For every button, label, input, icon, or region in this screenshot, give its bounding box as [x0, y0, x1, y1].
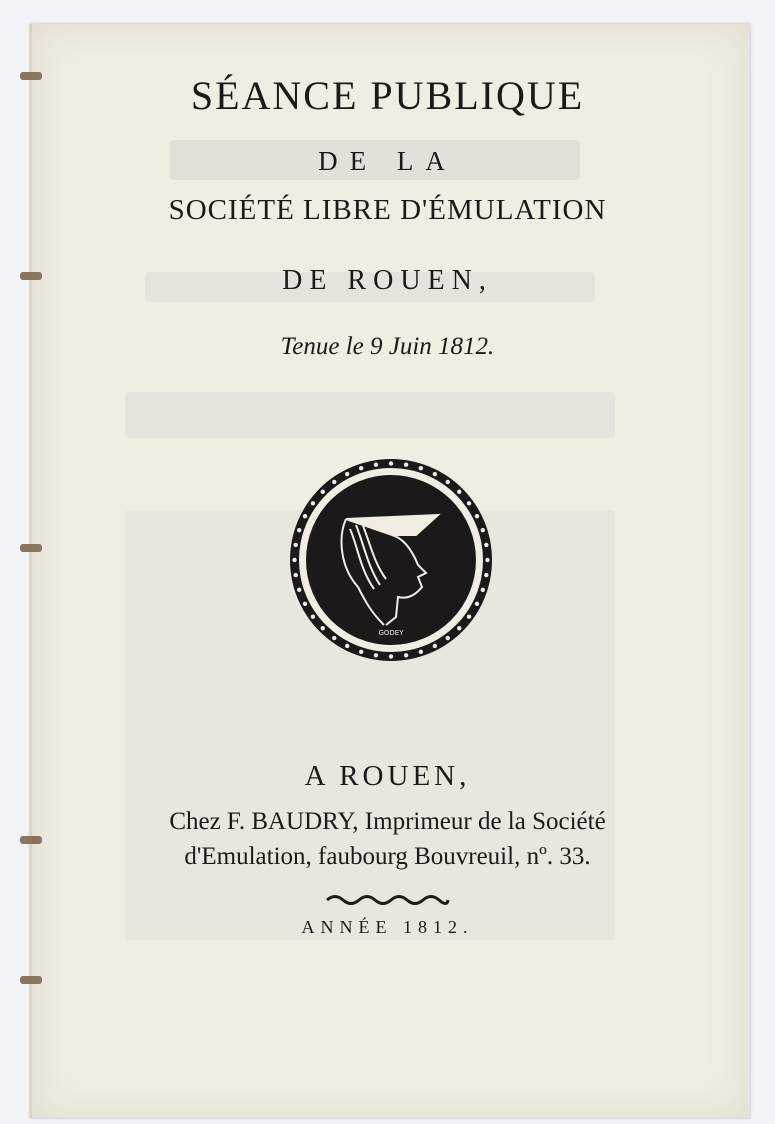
border-star [297, 588, 301, 592]
border-star [303, 602, 307, 606]
border-star [457, 490, 461, 494]
publication-year: ANNÉE 1812. [301, 917, 474, 937]
border-star [311, 615, 315, 619]
border-star [374, 462, 378, 466]
address-line: d'Emulation, faubourg Bouvreuil, nº. 33. [184, 843, 591, 870]
border-star [446, 636, 450, 640]
title-connector: DE LA [318, 146, 457, 176]
border-star [404, 653, 408, 657]
show-through-shadow [125, 392, 615, 438]
border-star [321, 490, 325, 494]
border-star [481, 588, 485, 592]
border-star [297, 528, 301, 532]
border-star [467, 501, 471, 505]
session-date: Tenue le 9 Juin 1812. [280, 333, 495, 360]
border-star [292, 558, 296, 562]
border-star [389, 461, 393, 465]
border-star [374, 653, 378, 657]
page-title: SÉANCE PUBLIQUE [190, 73, 585, 118]
publication-place: A ROUEN, [304, 760, 471, 792]
border-star [404, 462, 408, 466]
border-star [475, 602, 479, 606]
border-star [345, 472, 349, 476]
border-star [446, 480, 450, 484]
border-star [457, 626, 461, 630]
border-star [389, 654, 393, 658]
border-star [293, 573, 297, 577]
border-star [467, 615, 471, 619]
border-star [481, 528, 485, 532]
border-star [419, 650, 423, 654]
border-star [345, 644, 349, 648]
border-star [484, 573, 488, 577]
border-star [311, 501, 315, 505]
printer-line: Chez F. BAUDRY, Imprimeur de la Société [169, 808, 606, 835]
border-star [321, 626, 325, 630]
border-star [433, 472, 437, 476]
medallion-signature: GODEY [378, 629, 404, 637]
society-name: SOCIÉTÉ LIBRE D'ÉMULATION [168, 194, 607, 226]
helmet-medallion-icon [288, 457, 494, 663]
border-star [293, 543, 297, 547]
border-star [433, 644, 437, 648]
border-star [303, 514, 307, 518]
border-star [485, 558, 489, 562]
border-star [332, 636, 336, 640]
binding-stitch [20, 544, 42, 552]
binding-stitch [20, 976, 42, 984]
border-star [475, 514, 479, 518]
border-star [332, 480, 336, 484]
border-star [484, 543, 488, 547]
city-line: DE ROUEN, [282, 265, 493, 296]
border-star [359, 466, 363, 470]
border-star [419, 466, 423, 470]
border-star [359, 650, 363, 654]
ornamental-rule [325, 891, 450, 909]
